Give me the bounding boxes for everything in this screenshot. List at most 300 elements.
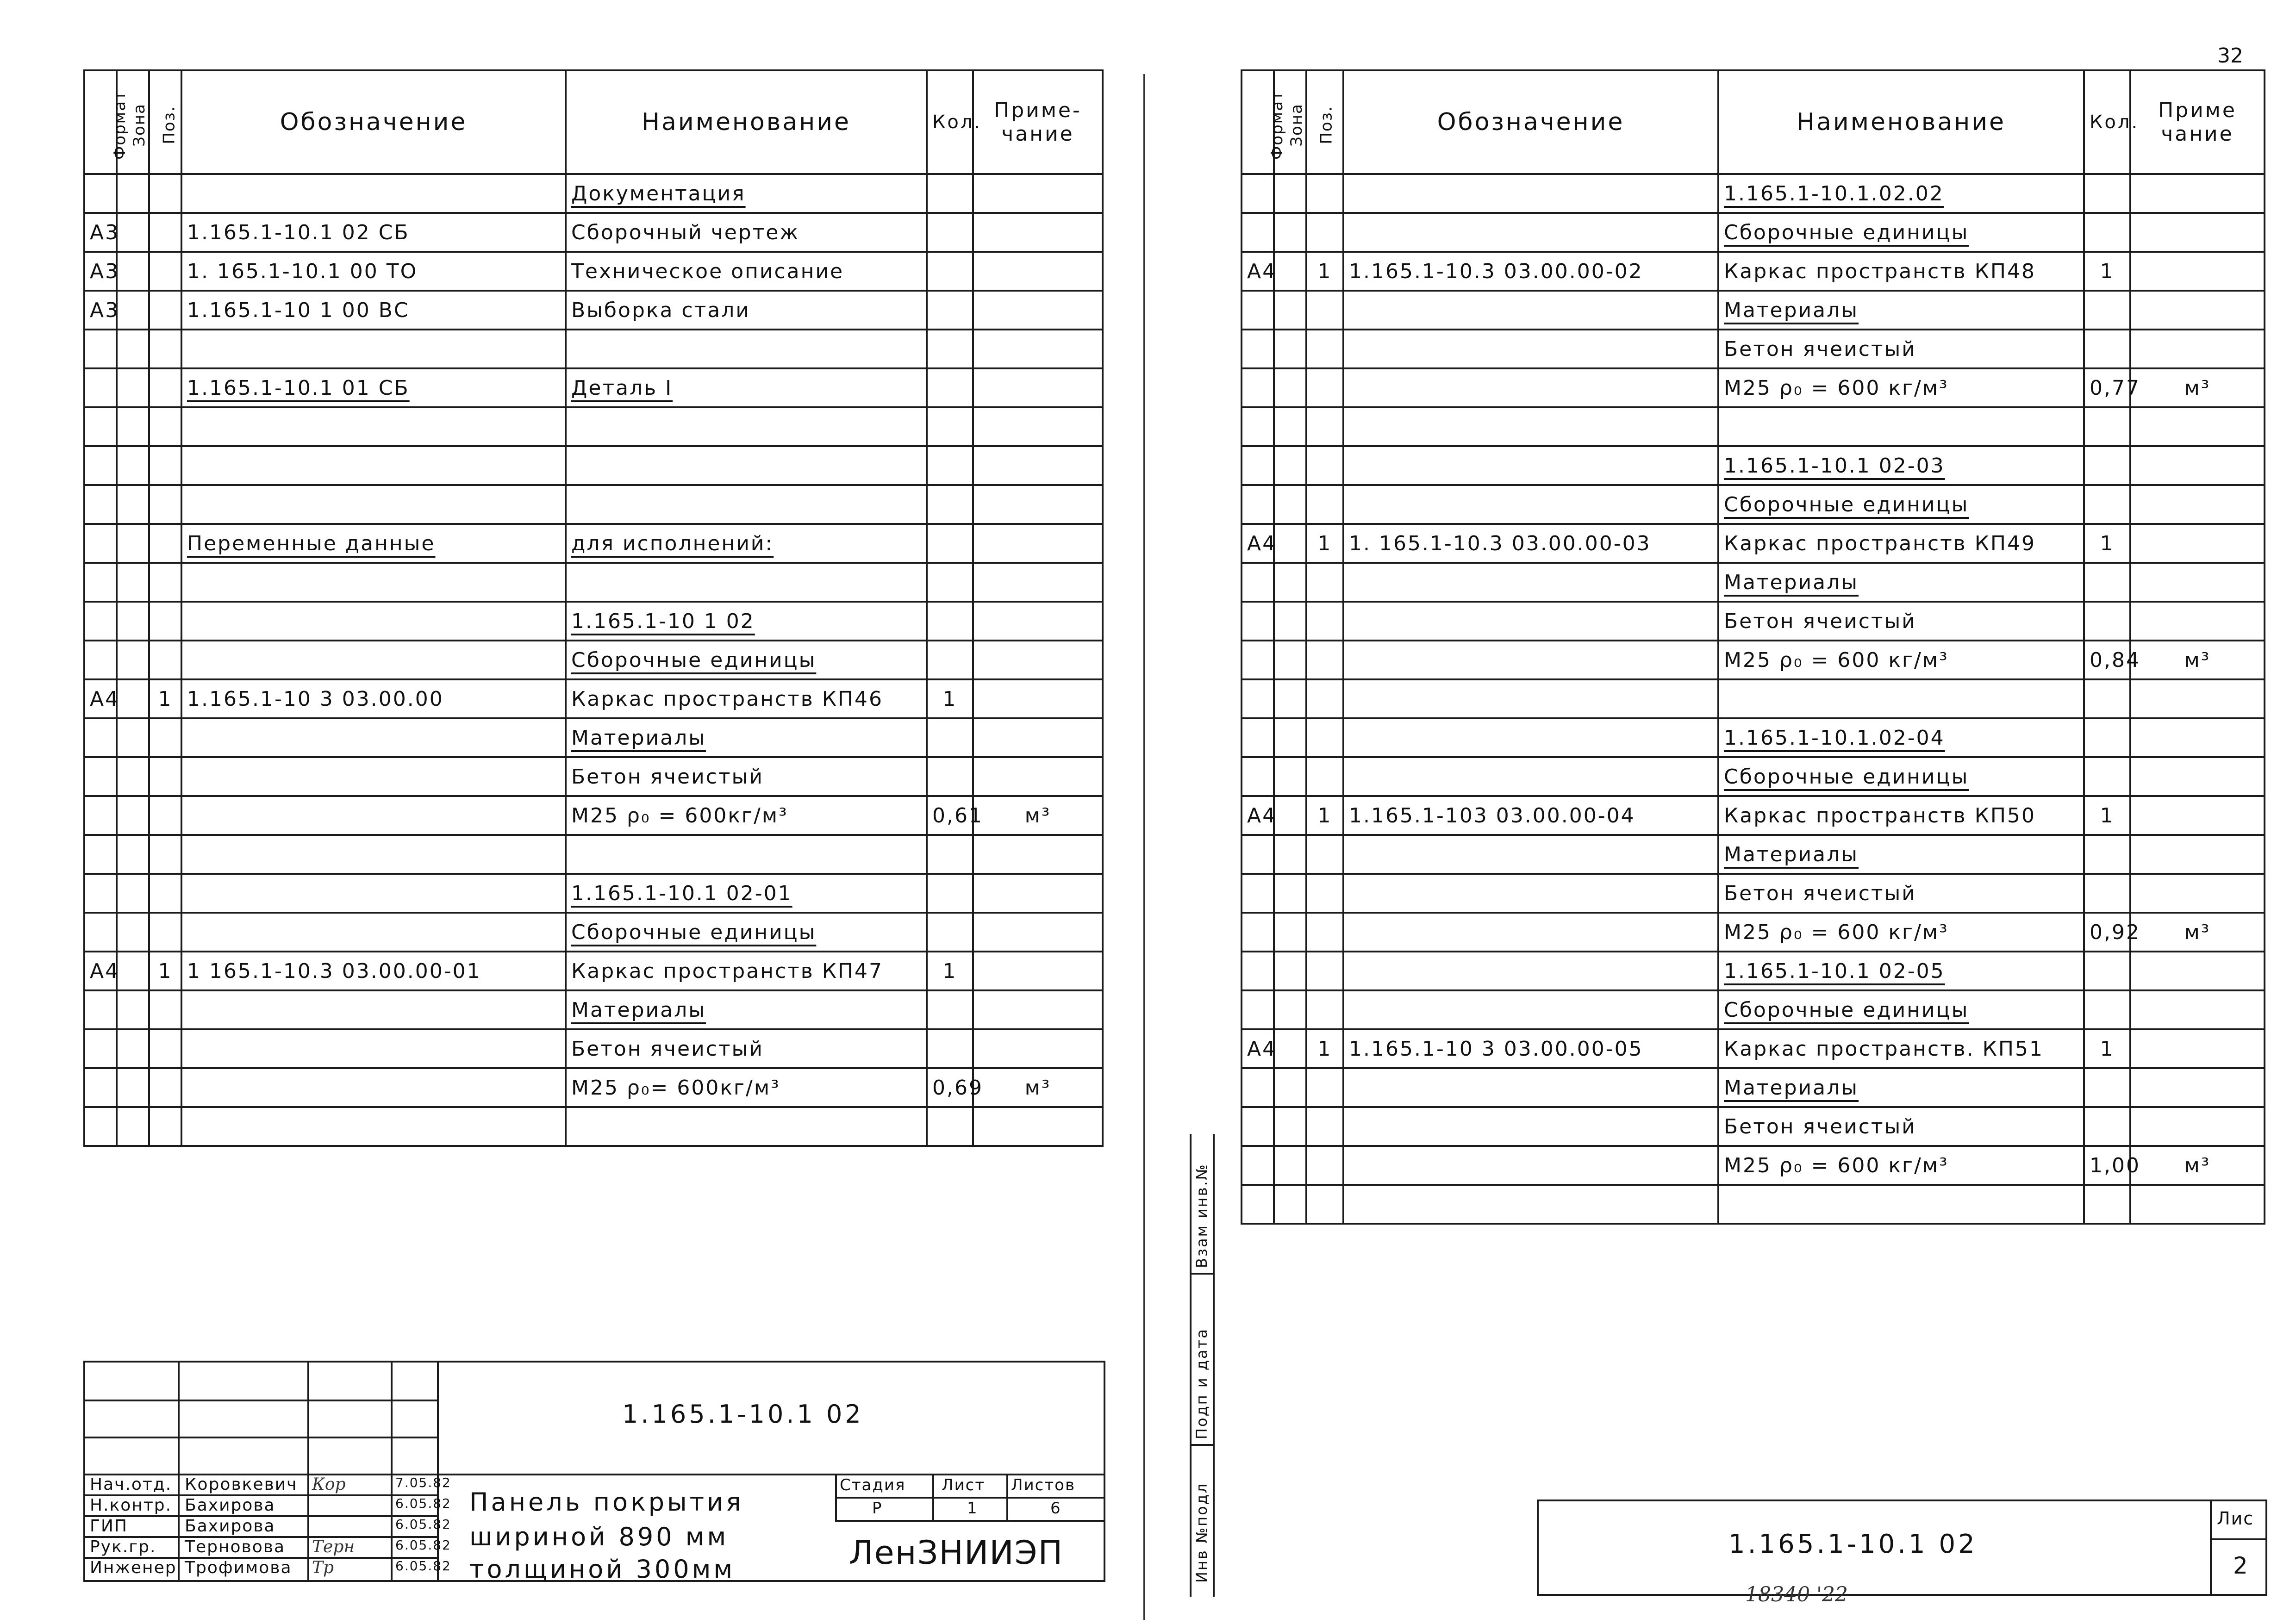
note-cell (973, 213, 1103, 252)
table-row (84, 368, 1103, 407)
signature: Тр (312, 1558, 334, 1577)
table-row (84, 990, 1103, 1029)
table-row (84, 835, 1103, 874)
name-cell: М25 ρ₀= 600кг/м³ (566, 1068, 927, 1107)
note-cell: м³ (2130, 641, 2265, 679)
qty-cell: 0,92 (2084, 913, 2130, 952)
zone-cell (1274, 990, 1306, 1029)
left-sheet (83, 69, 1106, 1597)
pos-cell (149, 602, 181, 641)
table-row (84, 524, 1103, 563)
right-header-row (1242, 70, 2265, 174)
zone-cell (1274, 874, 1306, 913)
designation-cell (181, 563, 566, 602)
qty-cell (927, 291, 973, 330)
designation-cell: 1.165.1-103 03.00.00-04 (1343, 796, 1718, 835)
note-cell (973, 602, 1103, 641)
format-cell: А4 (1242, 796, 1274, 835)
role-label: Инженер (90, 1558, 177, 1577)
format-cell (84, 835, 117, 874)
organization: ЛенЗНИИЭП (849, 1534, 1064, 1572)
note-cell (2130, 990, 2265, 1029)
pos-cell (149, 446, 181, 485)
name-cell: Выборка стали (566, 291, 927, 330)
designation-cell (1343, 874, 1718, 913)
note-cell (2130, 407, 2265, 446)
format-cell (1242, 330, 1274, 368)
name-cell: Материалы (1718, 291, 2084, 330)
format-cell (1242, 990, 1274, 1029)
header-pos: Поз. (149, 70, 181, 174)
format-cell (1242, 446, 1274, 485)
zone-cell (1274, 174, 1306, 213)
format-cell (1242, 679, 1274, 718)
pos-cell (149, 563, 181, 602)
note-cell (973, 1107, 1103, 1146)
name-cell: 1.165.1-10.1.02.02 (1718, 174, 2084, 213)
qty-cell (2084, 990, 2130, 1029)
format-cell (84, 602, 117, 641)
table-row (84, 174, 1103, 213)
zone-cell (117, 757, 149, 796)
note-cell (2130, 485, 2265, 524)
bottom-note: 18340 '22 (1745, 1583, 1848, 1606)
title-block (83, 1361, 1105, 1582)
qty-cell: 0,77 (2084, 368, 2130, 407)
note-cell (973, 368, 1103, 407)
format-cell (84, 485, 117, 524)
note-cell: м³ (973, 796, 1103, 835)
sheet-label: Лист (942, 1476, 986, 1494)
format-cell (84, 1068, 117, 1107)
designation-cell (181, 330, 566, 368)
sheets-value: 6 (1050, 1499, 1061, 1518)
name-cell: 1.165.1-10 1 02 (566, 602, 927, 641)
name-cell: для исполнений: (566, 524, 927, 563)
table-row (1242, 1185, 2265, 1224)
zone-cell (1274, 1029, 1306, 1068)
designation-cell (1343, 913, 1718, 952)
qty-cell (2084, 1185, 2130, 1224)
note-cell: м³ (2130, 913, 2265, 952)
name-cell: Материалы (1718, 1068, 2084, 1107)
qty-cell (927, 602, 973, 641)
format-cell (1242, 913, 1274, 952)
table-row (84, 641, 1103, 679)
qty-cell (2084, 718, 2130, 757)
zone-cell (117, 679, 149, 718)
format-cell: А4 (1242, 1029, 1274, 1068)
designation-cell (181, 990, 566, 1029)
format-cell (84, 407, 117, 446)
table-row (1242, 407, 2265, 446)
header-name: Наименование (1718, 70, 2084, 174)
designation-cell (1343, 485, 1718, 524)
format-cell (1242, 1185, 1274, 1224)
format-cell (84, 330, 117, 368)
qty-cell (2084, 757, 2130, 796)
note-cell (973, 174, 1103, 213)
pos-cell: 1 (149, 679, 181, 718)
title-doc-code: 1.165.1-10.1 02 (622, 1400, 864, 1429)
name-cell: Каркас пространств. КП51 (1718, 1029, 2084, 1068)
qty-cell (2084, 446, 2130, 485)
table-row (84, 602, 1103, 641)
pos-cell (1306, 485, 1343, 524)
signature: Кор (312, 1475, 346, 1494)
qty-cell: 0,61 (927, 796, 973, 835)
qty-cell (2084, 602, 2130, 641)
zone-cell (117, 874, 149, 913)
header-zone: Зона (1274, 70, 1306, 174)
zone-cell (1274, 1185, 1306, 1224)
designation-cell (1343, 641, 1718, 679)
designation-cell (1343, 679, 1718, 718)
note-cell (2130, 874, 2265, 913)
zone-cell (1274, 1146, 1306, 1185)
format-cell (1242, 874, 1274, 913)
format-cell (1242, 407, 1274, 446)
zone-cell (1274, 407, 1306, 446)
person-name: Терновова (185, 1537, 286, 1556)
designation-cell (1343, 330, 1718, 368)
pos-cell: 1 (1306, 252, 1343, 291)
pos-cell (149, 291, 181, 330)
table-row (1242, 563, 2265, 602)
note-cell: м³ (2130, 368, 2265, 407)
pos-cell (1306, 952, 1343, 990)
designation-cell (181, 757, 566, 796)
center-divider (1143, 74, 1145, 1620)
qty-cell: 1 (927, 952, 973, 990)
note-cell (973, 990, 1103, 1029)
left-spec-body (84, 174, 1103, 1146)
pos-cell (1306, 174, 1343, 213)
note-cell: м³ (2130, 1146, 2265, 1185)
table-row (1242, 835, 2265, 874)
stage-label: Стадия (840, 1476, 906, 1494)
qty-cell (927, 641, 973, 679)
zone-cell (1274, 485, 1306, 524)
header-format: Формат (1242, 70, 1274, 174)
sheet-value: 1 (967, 1499, 978, 1518)
zone-cell (117, 1107, 149, 1146)
format-cell (1242, 213, 1274, 252)
format-cell (84, 757, 117, 796)
table-row (1242, 718, 2265, 757)
qty-cell (927, 1107, 973, 1146)
zone-cell (1274, 330, 1306, 368)
pos-cell (1306, 291, 1343, 330)
name-cell: Бетон ячеистый (1718, 330, 2084, 368)
designation-cell (181, 1107, 566, 1146)
pos-cell (1306, 1146, 1343, 1185)
table-row (84, 1068, 1103, 1107)
qty-cell (927, 213, 973, 252)
role-label: ГИП (90, 1517, 128, 1536)
format-cell (1242, 641, 1274, 679)
pos-cell: 1 (149, 952, 181, 990)
designation-cell (181, 174, 566, 213)
zone-cell (117, 641, 149, 679)
note-cell (2130, 796, 2265, 835)
qty-cell (927, 174, 973, 213)
qty-cell (2084, 1107, 2130, 1146)
pos-cell (149, 1107, 181, 1146)
name-cell: Бетон ячеистый (566, 1029, 927, 1068)
qty-cell (927, 1029, 973, 1068)
format-cell (1242, 368, 1274, 407)
zone-cell (117, 563, 149, 602)
name-cell: Материалы (1718, 835, 2084, 874)
table-row (1242, 446, 2265, 485)
qty-cell (2084, 679, 2130, 718)
table-row (1242, 913, 2265, 952)
qty-cell (2084, 174, 2130, 213)
zone-cell (1274, 291, 1306, 330)
name-cell: Сборочный чертеж (566, 213, 927, 252)
pos-cell (1306, 913, 1343, 952)
pos-cell (1306, 563, 1343, 602)
table-row (84, 485, 1103, 524)
table-row (84, 252, 1103, 291)
format-cell (1242, 757, 1274, 796)
pos-cell (1306, 1068, 1343, 1107)
person-name: Бахирова (185, 1517, 275, 1536)
qty-cell (2084, 330, 2130, 368)
zone-cell (1274, 796, 1306, 835)
format-cell (1242, 1068, 1274, 1107)
note-cell (2130, 1107, 2265, 1146)
pos-cell (149, 990, 181, 1029)
zone-cell (1274, 563, 1306, 602)
format-cell (84, 524, 117, 563)
format-cell (84, 796, 117, 835)
designation-cell (181, 1029, 566, 1068)
designation-cell (1343, 718, 1718, 757)
name-cell (566, 446, 927, 485)
zone-cell (117, 718, 149, 757)
pos-cell (1306, 1107, 1343, 1146)
format-cell (84, 368, 117, 407)
header-pos: Поз. (1306, 70, 1343, 174)
designation-cell (1343, 446, 1718, 485)
pos-cell (149, 368, 181, 407)
qty-cell (2084, 291, 2130, 330)
note-cell (2130, 1029, 2265, 1068)
zone-cell (117, 407, 149, 446)
header-note: Приме-чание (973, 70, 1103, 174)
designation-cell: 1.165.1-10 3 03.00.00-05 (1343, 1029, 1718, 1068)
table-row (84, 291, 1103, 330)
right-footer-block (1537, 1500, 2267, 1596)
table-row (1242, 874, 2265, 913)
note-cell (973, 563, 1103, 602)
title-line-2: шириной 890 мм (469, 1522, 729, 1551)
table-row (1242, 174, 2265, 213)
designation-cell (181, 407, 566, 446)
designation-cell: Переменные данные (181, 524, 566, 563)
pos-cell: 1 (1306, 796, 1343, 835)
zone-cell (117, 291, 149, 330)
name-cell: Материалы (566, 990, 927, 1029)
zone-cell (117, 990, 149, 1029)
qty-cell: 1 (2084, 252, 2130, 291)
name-cell: Материалы (566, 718, 927, 757)
pos-cell (149, 913, 181, 952)
pos-cell (1306, 407, 1343, 446)
header-zone: Зона (117, 70, 149, 174)
note-cell (2130, 563, 2265, 602)
sign-date: 6.05.82 (395, 1517, 451, 1532)
format-cell (84, 990, 117, 1029)
pos-cell: 1 (1306, 1029, 1343, 1068)
qty-cell: 1 (2084, 524, 2130, 563)
table-row (1242, 679, 2265, 718)
pos-cell (149, 524, 181, 563)
stage-value: Р (872, 1499, 883, 1518)
qty-cell: 1 (2084, 796, 2130, 835)
format-cell: А4 (84, 952, 117, 990)
note-cell (2130, 524, 2265, 563)
note-cell (973, 291, 1103, 330)
pos-cell (149, 641, 181, 679)
designation-cell (1343, 368, 1718, 407)
designation-cell (1343, 1185, 1718, 1224)
table-row (84, 446, 1103, 485)
qty-cell (927, 485, 973, 524)
pos-cell (149, 252, 181, 291)
zone-cell (117, 330, 149, 368)
note-cell (973, 524, 1103, 563)
qty-cell (927, 990, 973, 1029)
pos-cell (149, 407, 181, 446)
table-row (84, 679, 1103, 718)
designation-cell (1343, 1068, 1718, 1107)
qty-cell (2084, 874, 2130, 913)
name-cell: М25 ρ₀ = 600 кг/м³ (1718, 641, 2084, 679)
qty-cell (2084, 213, 2130, 252)
name-cell: Документация (566, 174, 927, 213)
qty-cell (2084, 952, 2130, 990)
pos-cell (149, 796, 181, 835)
pos-cell (149, 718, 181, 757)
format-cell: А4 (1242, 252, 1274, 291)
qty-cell (927, 252, 973, 291)
designation-cell (1343, 990, 1718, 1029)
table-row (1242, 602, 2265, 641)
qty-cell (2084, 835, 2130, 874)
note-cell (973, 446, 1103, 485)
designation-cell (1343, 835, 1718, 874)
format-cell (84, 913, 117, 952)
qty-cell (927, 835, 973, 874)
pos-cell (1306, 874, 1343, 913)
note-cell (973, 485, 1103, 524)
sign-date: 6.05.82 (395, 1537, 451, 1553)
pos-cell (149, 1029, 181, 1068)
name-cell: Каркас пространств КП47 (566, 952, 927, 990)
note-cell (973, 1029, 1103, 1068)
designation-cell (1343, 174, 1718, 213)
pos-cell (1306, 718, 1343, 757)
name-cell (1718, 407, 2084, 446)
pos-cell (149, 874, 181, 913)
qty-cell (927, 368, 973, 407)
pos-cell (1306, 679, 1343, 718)
designation-cell: 1.165.1-10 3 03.00.00 (181, 679, 566, 718)
note-cell (973, 679, 1103, 718)
note-cell (2130, 446, 2265, 485)
table-row (84, 913, 1103, 952)
table-row (1242, 1029, 2265, 1068)
zone-cell (1274, 835, 1306, 874)
note-cell (2130, 718, 2265, 757)
note-cell (973, 641, 1103, 679)
pos-cell (1306, 368, 1343, 407)
format-cell (84, 446, 117, 485)
name-cell: Сборочные единицы (566, 913, 927, 952)
zone-cell (117, 524, 149, 563)
right-sheet (1241, 69, 2277, 1597)
name-cell: Бетон ячеистый (566, 757, 927, 796)
designation-cell (181, 602, 566, 641)
designation-cell: 1.165.1-10.1 01 СБ (181, 368, 566, 407)
qty-cell (2084, 407, 2130, 446)
note-cell (973, 718, 1103, 757)
page-number: 32 (2217, 44, 2243, 68)
table-row (1242, 641, 2265, 679)
name-cell: М25 ρ₀ = 600кг/м³ (566, 796, 927, 835)
pos-cell (149, 213, 181, 252)
designation-cell: 1. 165.1-10.1 00 ТО (181, 252, 566, 291)
header-designation: Обозначение (181, 70, 566, 174)
pos-cell (1306, 641, 1343, 679)
left-header-row (84, 70, 1103, 174)
pos-cell (1306, 213, 1343, 252)
note-cell (2130, 291, 2265, 330)
sign-date-label: Подп и дата (1193, 1328, 1210, 1439)
note-cell (2130, 952, 2265, 990)
qty-cell (927, 913, 973, 952)
qty-cell (927, 563, 973, 602)
table-row (84, 213, 1103, 252)
table-row (1242, 330, 2265, 368)
note-cell (973, 407, 1103, 446)
qty-cell: 1 (2084, 1029, 2130, 1068)
zone-cell (117, 485, 149, 524)
format-cell (1242, 485, 1274, 524)
zone-cell (1274, 524, 1306, 563)
right-spec-body (1242, 174, 2265, 1224)
title-line-3: толщиной 300мм (469, 1555, 736, 1584)
person-name: Коровкевич (185, 1475, 298, 1494)
table-row (84, 796, 1103, 835)
table-row (1242, 213, 2265, 252)
pos-cell (1306, 990, 1343, 1029)
qty-cell (2084, 563, 2130, 602)
name-cell (1718, 1185, 2084, 1224)
zone-cell (1274, 368, 1306, 407)
designation-cell (181, 796, 566, 835)
name-cell (566, 330, 927, 368)
name-cell (566, 407, 927, 446)
zone-cell (1274, 602, 1306, 641)
designation-cell (181, 446, 566, 485)
format-cell: А4 (84, 679, 117, 718)
qty-cell: 0,69 (927, 1068, 973, 1107)
format-cell (84, 174, 117, 213)
